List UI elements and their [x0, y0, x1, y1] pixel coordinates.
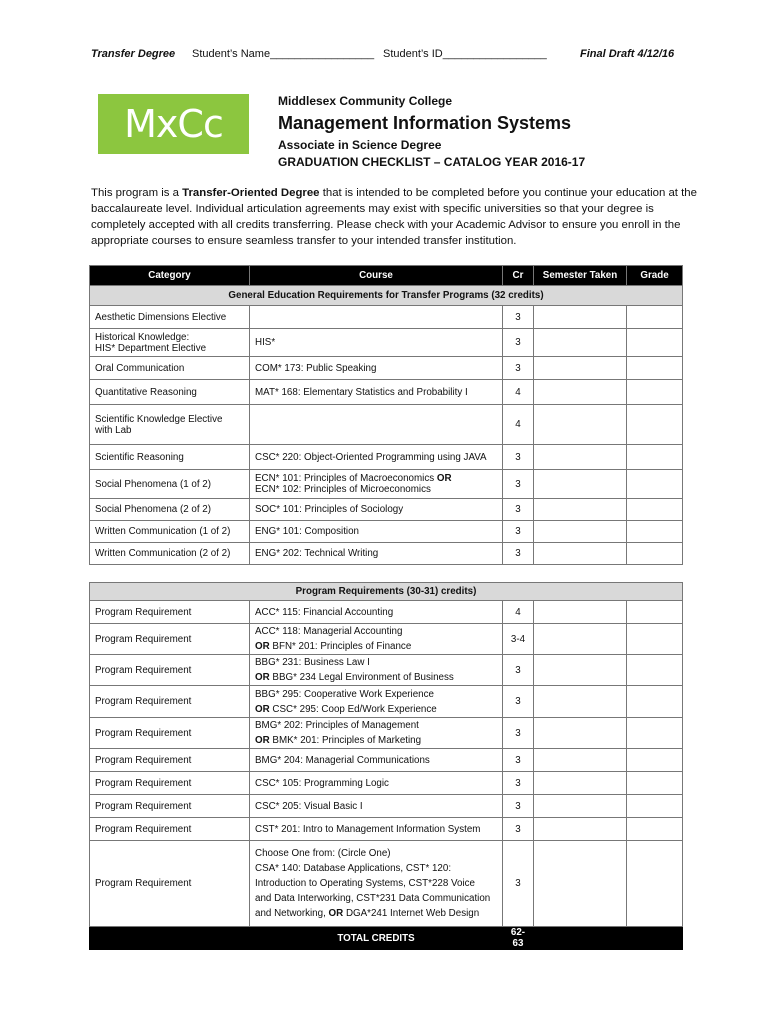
course-line: CSC* 105: Programming Logic — [255, 777, 389, 789]
table-row — [90, 655, 683, 686]
cell-semester[interactable] — [534, 405, 627, 445]
cell-category — [90, 655, 250, 686]
cell-course — [250, 718, 503, 749]
total-row — [90, 927, 683, 950]
table-row — [90, 380, 683, 405]
course-or: OR — [255, 703, 270, 715]
category-text: Oral Communication — [95, 362, 185, 374]
checklist-title: GRADUATION CHECKLIST – CATALOG YEAR 2016-17 — [278, 155, 586, 169]
cell-category — [90, 329, 250, 357]
course-text: SOC* 101: Principles of Sociology — [255, 504, 404, 515]
cell-semester[interactable] — [534, 601, 627, 624]
cell-credits: 3 — [503, 772, 534, 795]
cell-credits: 3 — [503, 499, 534, 521]
cell-semester[interactable] — [534, 795, 627, 818]
program-table — [89, 582, 683, 950]
cell-course — [250, 306, 503, 329]
cell-category — [90, 601, 250, 624]
cell-category — [90, 772, 250, 795]
cell-semester[interactable] — [534, 329, 627, 357]
category-text: Aesthetic Dimensions Elective — [95, 311, 227, 323]
cell-category — [90, 445, 250, 470]
intro-text-before: This program is a — [91, 187, 183, 199]
cell-credits: 3 — [503, 306, 534, 329]
category-text: Program Requirement — [95, 777, 192, 789]
total-spacer-sem — [534, 927, 627, 950]
cell-credits: 3 — [503, 543, 534, 565]
category-text: Social Phenomena (1 of 2) — [95, 478, 211, 490]
header-course: Course — [250, 266, 503, 286]
cell-course — [250, 470, 503, 499]
program-title: Management Information Systems — [278, 113, 572, 133]
course-or: OR — [328, 908, 344, 919]
college-name: Middlesex Community College — [278, 94, 453, 108]
table-row — [90, 772, 683, 795]
cell-course — [250, 329, 503, 357]
intro-emphasis: Transfer-Oriented Degree — [182, 187, 320, 199]
cell-grade[interactable] — [627, 329, 683, 357]
course-line: CST* 201: Intro to Management Information System — [255, 823, 481, 835]
course-line: CSC* 205: Visual Basic I — [255, 800, 363, 812]
cell-grade[interactable] — [627, 795, 683, 818]
cell-grade[interactable] — [627, 601, 683, 624]
cell-category — [90, 357, 250, 380]
table-row — [90, 405, 683, 445]
cell-course — [250, 445, 503, 470]
cell-semester[interactable] — [534, 686, 627, 718]
course-text: COM* 173: Public Speaking — [255, 362, 377, 374]
cell-semester[interactable] — [534, 818, 627, 841]
cell-semester[interactable] — [534, 357, 627, 380]
cell-semester[interactable] — [534, 499, 627, 521]
cell-course — [250, 357, 503, 380]
cell-category — [90, 624, 250, 655]
intro-paragraph — [91, 185, 699, 249]
course-line: BMG* 202: Principles of Management — [255, 720, 419, 731]
cell-credits: 3 — [503, 686, 534, 718]
cell-category — [90, 499, 250, 521]
cell-semester[interactable] — [534, 841, 627, 927]
cell-semester[interactable] — [534, 749, 627, 772]
category-text: Program Requirement — [95, 754, 192, 766]
cell-category — [90, 749, 250, 772]
cell-course — [250, 380, 503, 405]
cell-credits: 3 — [503, 655, 534, 686]
header-grade: Grade — [627, 266, 683, 286]
cell-course — [250, 749, 503, 772]
cell-category — [90, 686, 250, 718]
cell-course — [250, 624, 503, 655]
cell-semester[interactable] — [534, 655, 627, 686]
course-line: BFN* 201: Principles of Finance — [269, 641, 412, 652]
cell-category — [90, 306, 250, 329]
category-text: Program Requirement — [95, 633, 192, 645]
cell-semester[interactable] — [534, 543, 627, 565]
cell-credits: 3 — [503, 445, 534, 470]
cell-credits: 3 — [503, 818, 534, 841]
table-row — [90, 470, 683, 499]
table-row — [90, 306, 683, 329]
table-row — [90, 795, 683, 818]
cell-credits: 3 — [503, 718, 534, 749]
cell-credits: 3 — [503, 795, 534, 818]
table-row — [90, 686, 683, 718]
cell-grade[interactable] — [627, 686, 683, 718]
cell-course — [250, 818, 503, 841]
total-spacer-grade — [627, 927, 683, 950]
course-line: CSC* 295: Coop Ed/Work Experience — [269, 703, 437, 715]
cell-semester[interactable] — [534, 521, 627, 543]
cell-semester[interactable] — [534, 718, 627, 749]
gen-ed-table — [89, 265, 683, 565]
total-value: 62-63 — [503, 927, 534, 950]
course-text: ECN* 101: Principles of Macroeconomics — [255, 473, 437, 484]
cell-course — [250, 499, 503, 521]
cell-credits: 3 — [503, 749, 534, 772]
course-line: ACC* 118: Managerial Accounting — [255, 626, 403, 637]
cell-course — [250, 543, 503, 565]
course-line: BBG* 295: Cooperative Work Experience — [255, 688, 434, 700]
category-text: Program Requirement — [95, 823, 192, 835]
category-text: Program Requirement — [95, 878, 192, 889]
cell-semester[interactable] — [534, 380, 627, 405]
table-row — [90, 749, 683, 772]
table-row — [90, 601, 683, 624]
category-text: Program Requirement — [95, 727, 192, 739]
course-text-2: ECN* 102: Principles of Microeconomics — [255, 484, 431, 495]
header-draft-date: Final Draft 4/12/16 — [580, 48, 675, 60]
course-line: BMK* 201: Principles of Marketing — [269, 735, 422, 746]
cell-grade[interactable] — [627, 718, 683, 749]
total-spacer-cat — [90, 927, 250, 950]
course-line: BBG* 234 Legal Environment of Business — [269, 672, 454, 683]
section-row — [90, 286, 683, 306]
cell-category — [90, 818, 250, 841]
course-text: MAT* 168: Elementary Statistics and Probability I — [255, 386, 468, 398]
course-line: and Data Interworking, CST*231 Data Communication — [255, 893, 491, 904]
logo-text: MxCc — [124, 102, 223, 146]
cell-semester[interactable] — [534, 306, 627, 329]
cell-credits: 3 — [503, 329, 534, 357]
cell-grade[interactable] — [627, 445, 683, 470]
cell-credits: 3 — [503, 470, 534, 499]
cell-category — [90, 543, 250, 565]
college-logo — [98, 94, 249, 154]
cell-grade[interactable] — [627, 380, 683, 405]
cell-grade[interactable] — [627, 818, 683, 841]
category-text: Program Requirement — [95, 800, 192, 812]
cell-course — [250, 841, 503, 927]
course-or: OR — [255, 641, 270, 652]
cell-grade[interactable] — [627, 357, 683, 380]
intro-text-after: that is intended to be completed before you continue your education at the baccalaureate level. Individual articulation agreements may exist with specific universities so that your degree is completely accepted with all credits transferring. Please check with your Academic Advisor to ensure you enroll in the appropriate courses to ensure seamless transfer to your intended transfer institution. — [91, 187, 697, 247]
course-line: BMG* 204: Managerial Communications — [255, 754, 430, 766]
cell-category — [90, 718, 250, 749]
category-text: Scientific Knowledge Elective — [95, 413, 223, 425]
table-row — [90, 543, 683, 565]
table-row — [90, 329, 683, 357]
course-line: Choose One from: (Circle One) — [255, 848, 391, 859]
cell-grade[interactable] — [627, 655, 683, 686]
header-cr: Cr — [503, 266, 534, 286]
cell-grade[interactable] — [627, 405, 683, 445]
table-row — [90, 357, 683, 380]
program-section-title: Program Requirements (30-31) credits) — [90, 583, 683, 601]
table-row — [90, 624, 683, 655]
cell-grade[interactable] — [627, 749, 683, 772]
cell-course — [250, 655, 503, 686]
cell-semester[interactable] — [534, 470, 627, 499]
table-header-row — [90, 266, 683, 286]
table-row — [90, 718, 683, 749]
table-row — [90, 445, 683, 470]
header-category: Category — [90, 266, 250, 286]
course-line: Introduction to Operating Systems, CST*228 Voice — [255, 878, 475, 889]
category-text: Scientific Reasoning — [95, 451, 184, 463]
degree-type: Associate in Science Degree — [278, 138, 442, 152]
course-line: CSA* 140: Database Applications, CST* 120: — [255, 863, 452, 874]
cell-course — [250, 405, 503, 445]
course-or: OR — [255, 672, 270, 683]
cell-category — [90, 841, 250, 927]
cell-credits: 3 — [503, 521, 534, 543]
category-text: Historical Knowledge: — [95, 331, 190, 343]
cell-category — [90, 521, 250, 543]
category-text: Program Requirement — [95, 696, 192, 707]
gen-ed-section-title: General Education Requirements for Transfer Programs (32 credits) — [90, 286, 683, 306]
cell-course — [250, 686, 503, 718]
cell-grade[interactable] — [627, 521, 683, 543]
section-row — [90, 583, 683, 601]
category-text-2: HIS* Department Elective — [95, 342, 207, 354]
header-degree-type: Transfer Degree — [91, 48, 176, 60]
category-text-2: with Lab — [95, 424, 132, 436]
cell-grade[interactable] — [627, 470, 683, 499]
table-row — [90, 818, 683, 841]
cell-grade[interactable] — [627, 624, 683, 655]
cell-grade[interactable] — [627, 499, 683, 521]
cell-category — [90, 380, 250, 405]
cell-course — [250, 795, 503, 818]
course-text: ENG* 101: Composition — [255, 526, 360, 537]
cell-credits: 3 — [503, 841, 534, 927]
cell-grade[interactable] — [627, 306, 683, 329]
cell-category — [90, 795, 250, 818]
header-semester: Semester Taken — [534, 266, 627, 286]
cell-course — [250, 772, 503, 795]
title-block — [278, 94, 585, 169]
category-text: Program Requirement — [95, 664, 192, 676]
course-line: DGA*241 Internet Web Design — [343, 908, 480, 919]
total-label: TOTAL CREDITS — [250, 927, 503, 950]
category-text: Quantitative Reasoning — [95, 386, 197, 398]
cell-credits: 4 — [503, 405, 534, 445]
cell-grade[interactable] — [627, 772, 683, 795]
category-text: Social Phenomena (2 of 2) — [95, 504, 211, 515]
student-id-field: Student’s ID_________________ — [383, 48, 547, 60]
course-line: BBG* 231: Business Law I — [255, 657, 370, 668]
table-row — [90, 499, 683, 521]
course-line: and Networking, — [255, 908, 329, 919]
table-row — [90, 841, 683, 927]
category-text: Written Communication (2 of 2) — [95, 548, 231, 559]
cell-grade[interactable] — [627, 841, 683, 927]
student-name-field: Student’s Name_________________ — [192, 48, 375, 60]
table-row — [90, 521, 683, 543]
cell-semester[interactable] — [534, 445, 627, 470]
cell-category — [90, 470, 250, 499]
category-text: Program Requirement — [95, 606, 192, 618]
course-or: OR — [436, 473, 452, 484]
cell-category — [90, 405, 250, 445]
course-line: ACC* 115: Financial Accounting — [255, 606, 394, 618]
cell-semester[interactable] — [534, 624, 627, 655]
cell-credits: 3-4 — [503, 624, 534, 655]
cell-course — [250, 601, 503, 624]
course-text: ENG* 202: Technical Writing — [255, 548, 379, 559]
cell-credits: 3 — [503, 357, 534, 380]
course-text: CSC* 220: Object-Oriented Programming using JAVA — [255, 451, 487, 463]
cell-semester[interactable] — [534, 772, 627, 795]
course-text: HIS* — [255, 337, 276, 348]
course-or: OR — [255, 735, 270, 746]
cell-credits: 4 — [503, 601, 534, 624]
cell-grade[interactable] — [627, 543, 683, 565]
cell-credits: 4 — [503, 380, 534, 405]
cell-course — [250, 521, 503, 543]
category-text: Written Communication (1 of 2) — [95, 526, 231, 537]
